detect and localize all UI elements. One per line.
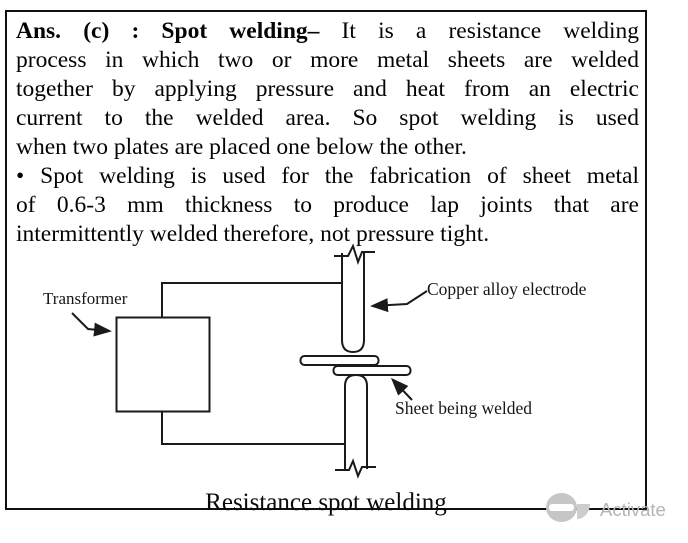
answer-heading: Ans. (c) : Spot welding–: [16, 18, 320, 44]
transformer-label: Transformer: [43, 289, 128, 308]
copper-electrode-label: Copper alloy electrode: [427, 279, 587, 299]
answer-text: [16, 17, 639, 249]
answer-text-line: [16, 17, 639, 46]
figure-caption: Resistance spot welding: [205, 489, 447, 516]
answer-text-line: current to the welded area. So spot welding is used: [16, 105, 639, 131]
answer-text-line: • Spot welding is used for the fabrication of sheet metal: [16, 163, 639, 189]
activation-gear-icon: [546, 493, 577, 522]
answer-text-span: It is a resistance welding: [319, 18, 639, 44]
answer-text-line: together by applying pressure and heat from an electric: [16, 76, 639, 102]
answer-text-line: intermittently welded therefore, not pressure tight.: [16, 221, 490, 247]
answer-text-line: process in which two or more metal sheets are welded: [16, 47, 639, 73]
watermark-swoosh-icon: [577, 504, 590, 519]
answer-text-line: of 0.6-3 mm thickness to produce lap joints that are: [16, 192, 639, 218]
activation-watermark-text: Activate: [600, 499, 666, 520]
activation-watermark: [546, 491, 688, 523]
answer-text-line: when two plates are placed one below the other.: [16, 134, 467, 160]
sheet-welded-label: Sheet being welded: [395, 398, 533, 418]
